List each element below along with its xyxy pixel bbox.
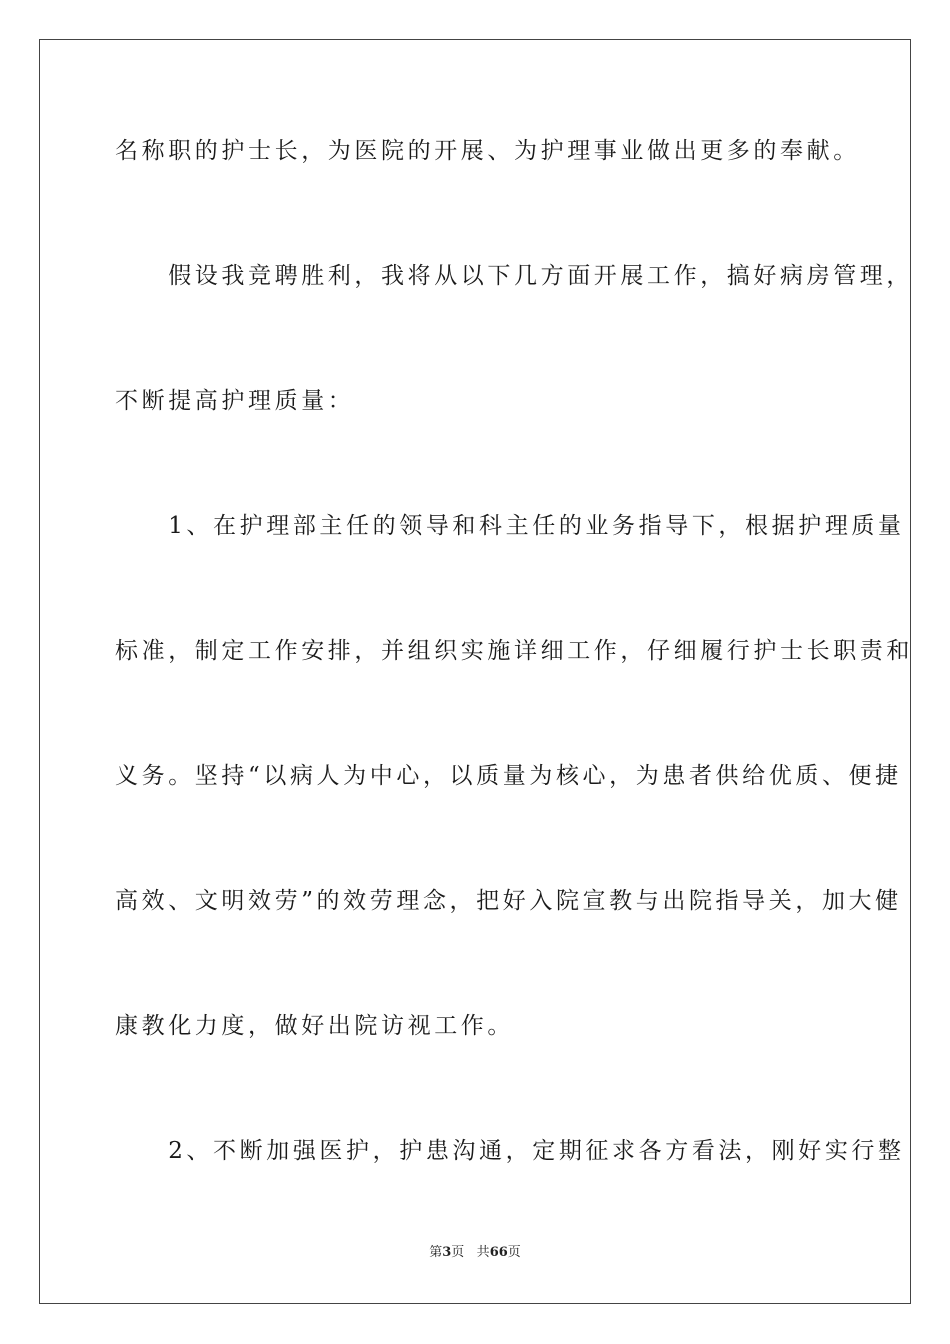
page-footer	[0, 1244, 950, 1262]
paragraph-line-6: 义务。坚持“以病人为中心，以质量为核心，为患者供给优质、便捷	[115, 763, 902, 789]
paragraph-line-9: 2、不断加强医护，护患沟通，定期征求各方看法，刚好实行整	[115, 1138, 905, 1164]
paragraph-line-5: 标准，制定工作安排，并组织实施详细工作，仔细履行护士长职责和	[115, 638, 913, 664]
paragraph-line-2: 假设我竞聘胜利，我将从以下几方面开展工作，搞好病房管理，	[115, 263, 913, 289]
paragraph-line-8: 康教化力度，做好出院访视工作。	[115, 1013, 514, 1039]
paragraph-line-4: 1、在护理部主任的领导和科主任的业务指导下，根据护理质量	[115, 513, 905, 539]
paragraph-line-1: 名称职的护士长，为医院的开展、为护理事业做出更多的奉献。	[115, 138, 860, 164]
footer-total-pages: 66	[489, 1245, 508, 1260]
footer-page-suffix: 页	[451, 1245, 465, 1260]
page-border	[39, 39, 911, 1304]
footer-page-prefix: 第	[429, 1245, 443, 1260]
paragraph-line-7: 高效、文明效劳”的效劳理念，把好入院宣教与出院指导关，加大健	[115, 888, 902, 914]
footer-page-number: 3	[442, 1245, 452, 1260]
paragraph-line-3: 不断提高护理质量：	[115, 388, 355, 414]
footer-total-suffix: 页	[507, 1245, 521, 1260]
footer-total-prefix: 共	[476, 1245, 490, 1260]
